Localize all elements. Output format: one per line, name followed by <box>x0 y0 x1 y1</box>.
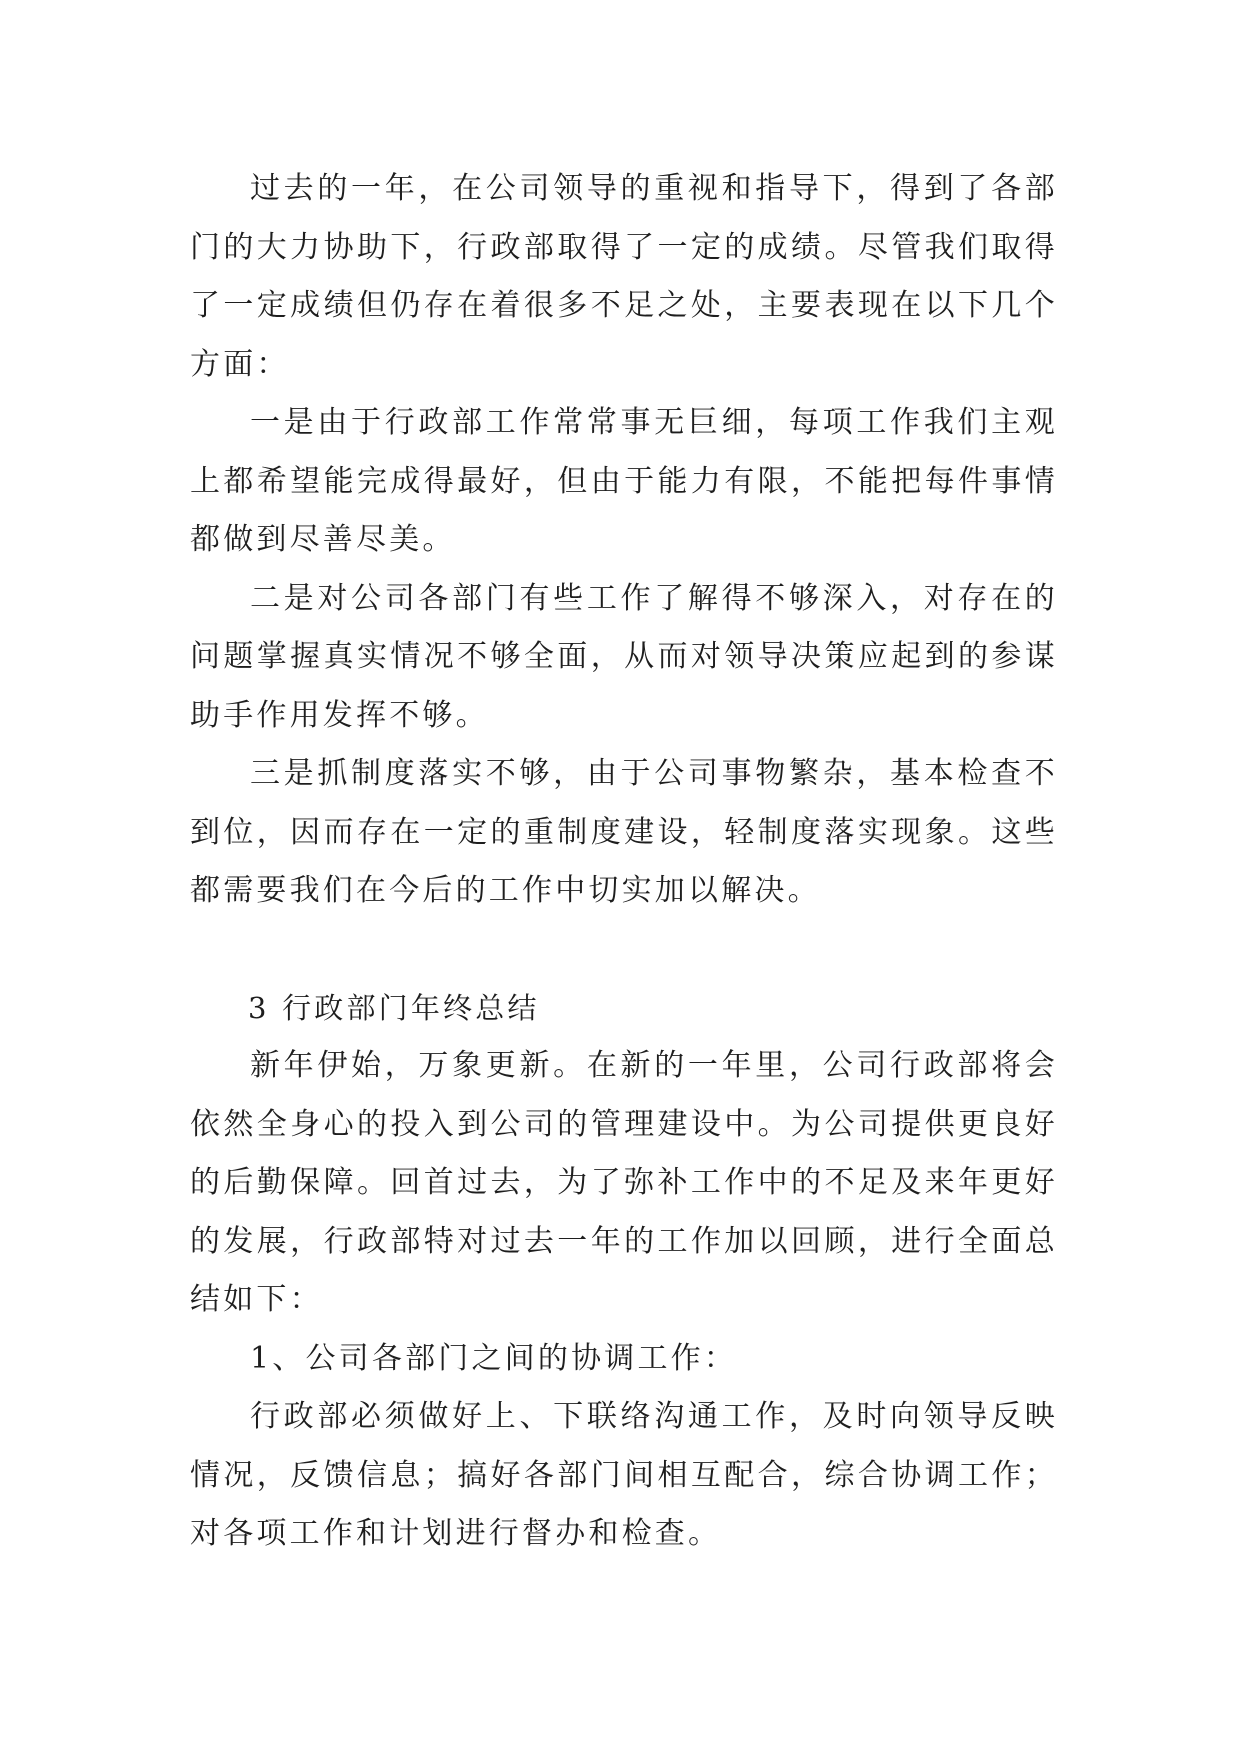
paragraph-shortcoming-two: 二是对公司各部门有些工作了解得不够深入，对存在的问题掌握真实情况不够全面，从而对领导决策应起到的参谋助手作用发挥不够。 <box>190 580 1058 733</box>
paragraph-summary-intro: 过去的一年，在公司领导的重视和指导下，得到了各部门的大力协助下，行政部取得了一定的成绩。尽管我们取得了一定成绩但仍存在着很多不足之处，主要表现在以下几个方面： <box>190 171 1058 382</box>
paragraph-shortcoming-one: 一是由于行政部工作常常事无巨细，每项工作我们主观上都希望能完成得最好，但由于能力有限，不能把每件事情都做到尽善尽美。 <box>190 405 1058 557</box>
document-body <box>190 160 1058 1564</box>
paragraph-shortcoming-three: 三是抓制度落实不够，由于公司事物繁杂，基本检查不到位，因而存在一定的重制度建设，轻制度落实现象。这些都需要我们在今后的工作中切实加以解决。 <box>190 756 1058 908</box>
section-gap <box>190 921 1058 979</box>
section-heading: 3 行政部门年终总结 <box>248 990 540 1025</box>
paragraph-new-year-intro: 新年伊始，万象更新。在新的一年里，公司行政部将会依然全身心的投入到公司的管理建设中。为公司提供更良好的后勤保障。回首过去，为了弥补工作中的不足及来年更好的发展，行政部特对过去一年的工作加以回顾，进行全面总结如下： <box>190 1048 1058 1317</box>
paragraph-item-one-title: 1、公司各部门之间的协调工作： <box>250 1340 738 1376</box>
paragraph-item-one-body: 行政部必须做好上、下联络沟通工作，及时向领导反映情况，反馈信息；搞好各部门间相互配合，综合协调工作；对各项工作和计划进行督办和检查。 <box>190 1399 1058 1551</box>
